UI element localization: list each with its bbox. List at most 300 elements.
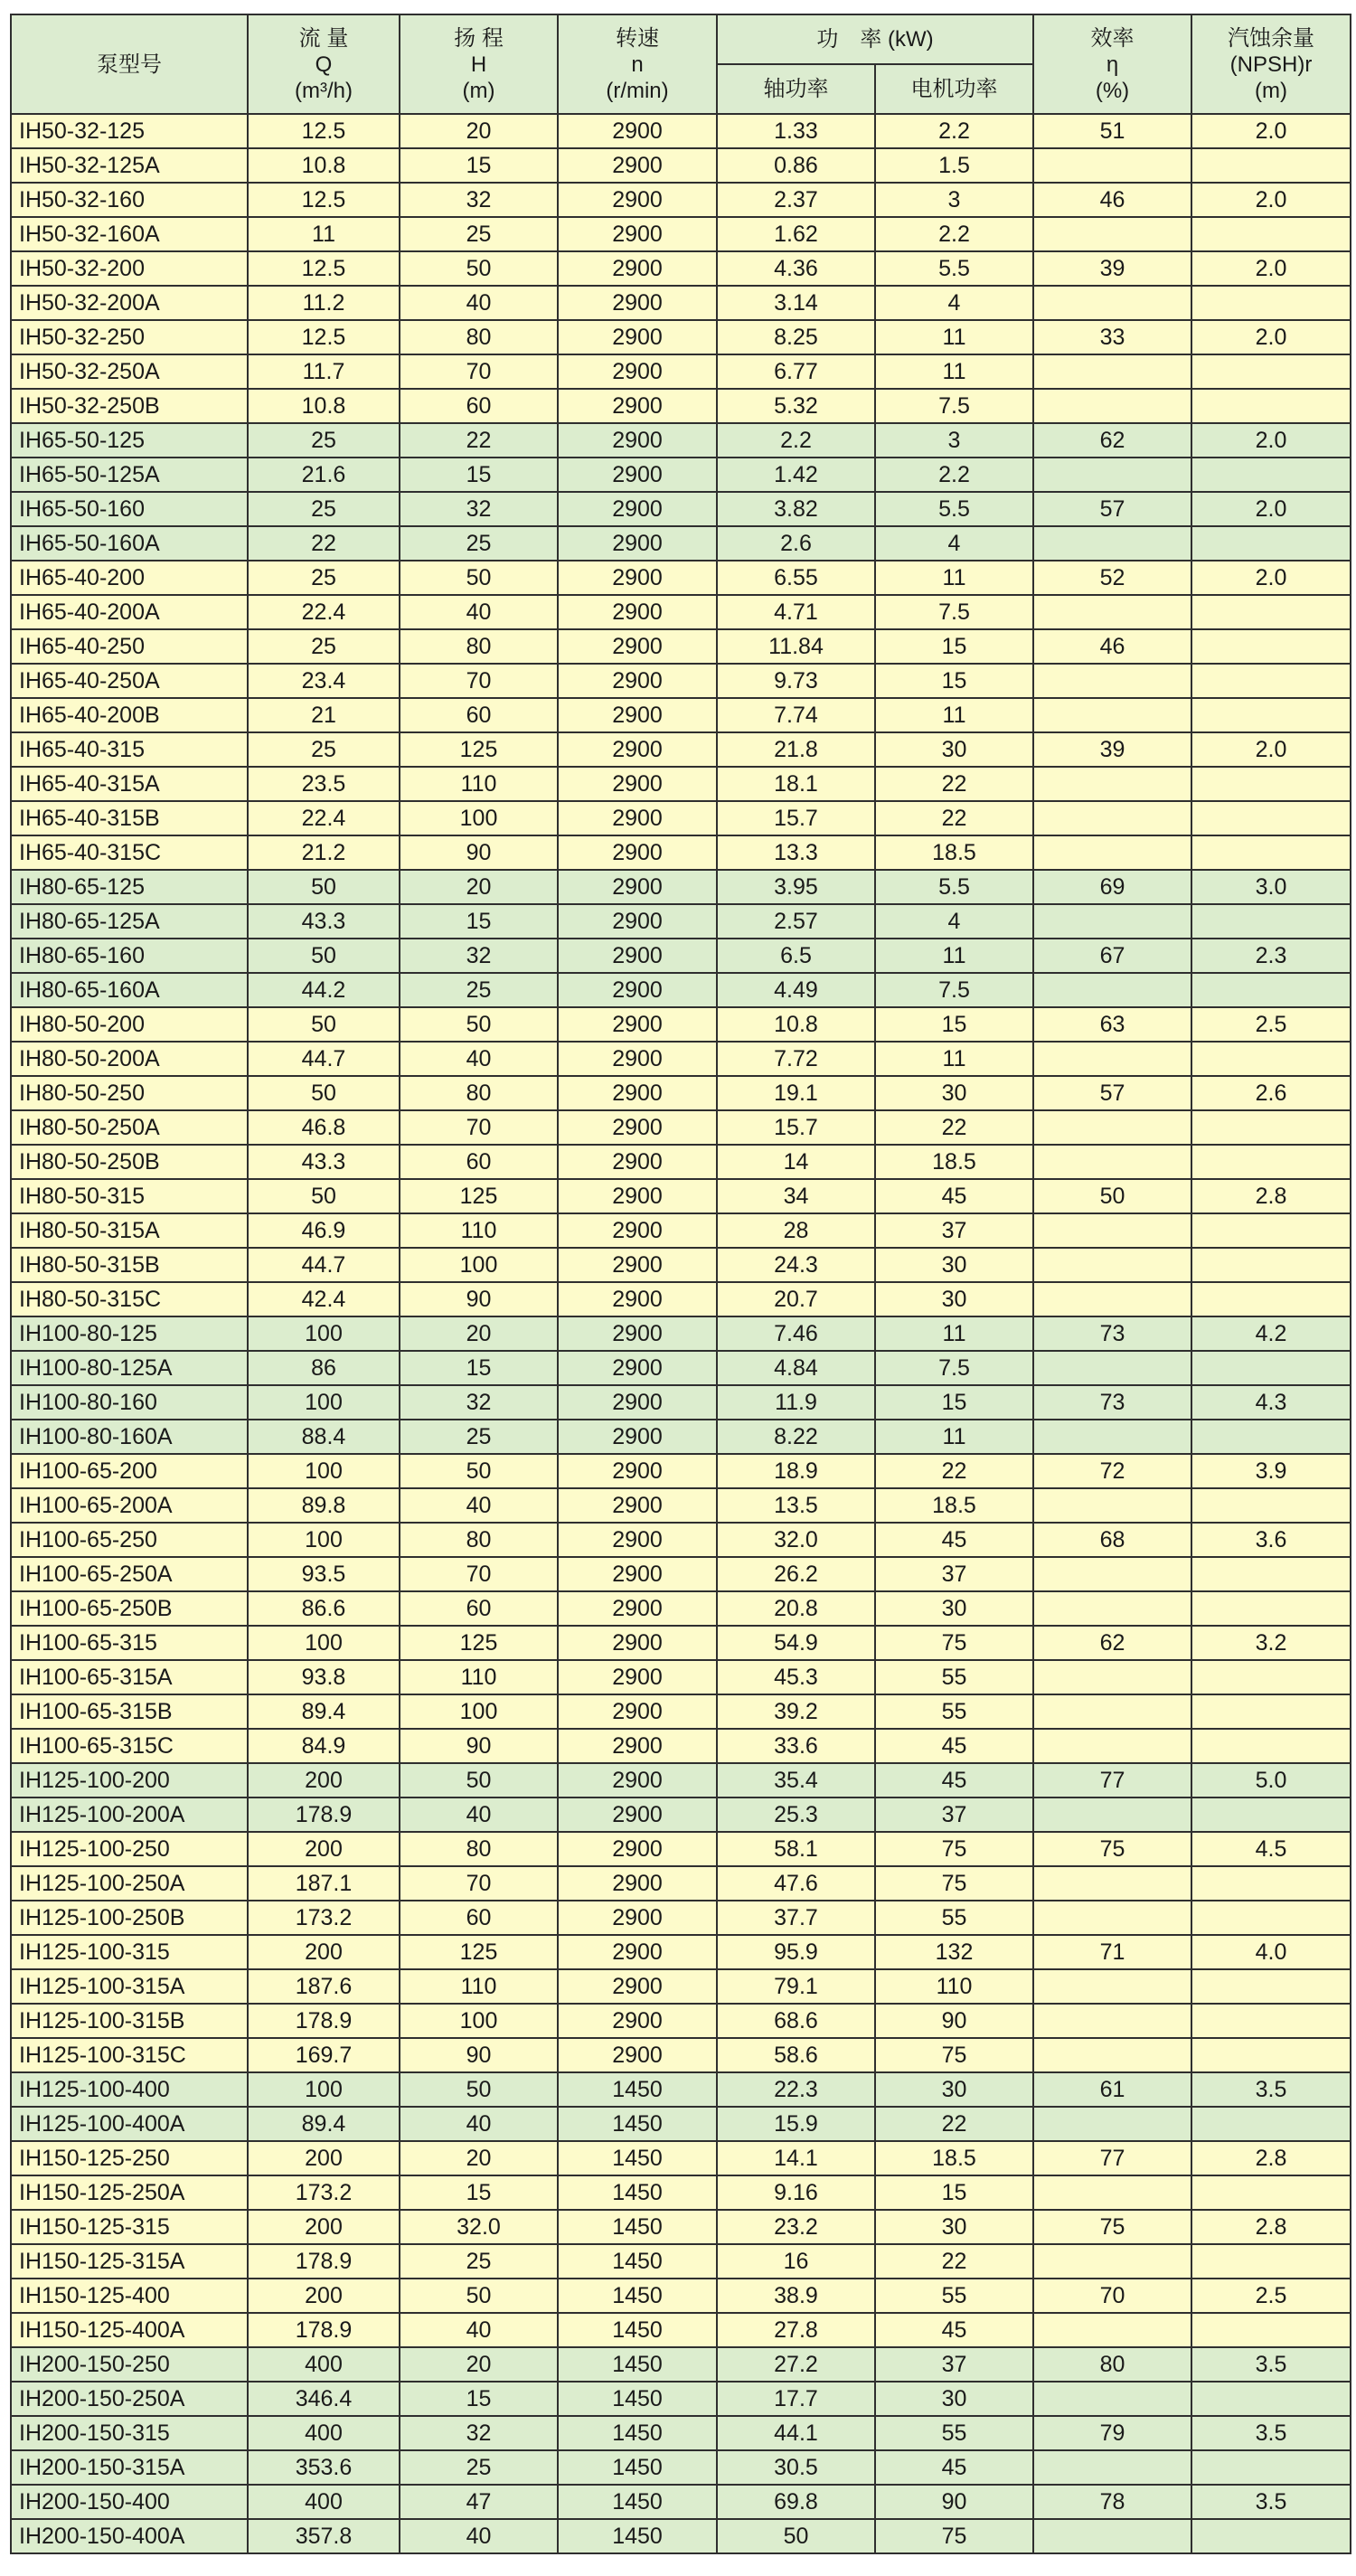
cell-efficiency bbox=[1033, 526, 1191, 561]
cell-motor-power: 7.5 bbox=[875, 595, 1033, 629]
cell-npsh: 2.8 bbox=[1191, 2210, 1351, 2244]
cell-npsh bbox=[1191, 1213, 1351, 1248]
cell-shaft-power: 10.8 bbox=[717, 1007, 875, 1042]
cell-flow: 200 bbox=[248, 2210, 400, 2244]
cell-motor-power: 11 bbox=[875, 698, 1033, 732]
cell-head: 20 bbox=[400, 2347, 558, 2382]
table-row bbox=[11, 2175, 1351, 2210]
cell-flow: 50 bbox=[248, 870, 400, 904]
cell-motor-power: 75 bbox=[875, 1866, 1033, 1901]
table-row bbox=[11, 939, 1351, 973]
table-row bbox=[11, 1763, 1351, 1798]
cell-flow: 22.4 bbox=[248, 801, 400, 835]
cell-model: IH65-40-200 bbox=[11, 561, 248, 595]
header-speed bbox=[558, 14, 717, 114]
cell-flow: 100 bbox=[248, 2072, 400, 2107]
cell-flow: 44.7 bbox=[248, 1042, 400, 1076]
cell-motor-power: 30 bbox=[875, 1591, 1033, 1626]
cell-npsh: 2.0 bbox=[1191, 251, 1351, 286]
cell-flow: 89.8 bbox=[248, 1488, 400, 1523]
table-row bbox=[11, 114, 1351, 148]
cell-npsh: 2.0 bbox=[1191, 492, 1351, 526]
cell-model: IH50-32-160 bbox=[11, 183, 248, 217]
cell-shaft-power: 33.6 bbox=[717, 1729, 875, 1763]
cell-model: IH100-65-250B bbox=[11, 1591, 248, 1626]
cell-efficiency: 52 bbox=[1033, 561, 1191, 595]
cell-model: IH125-100-250A bbox=[11, 1866, 248, 1901]
table-row bbox=[11, 1076, 1351, 1110]
cell-npsh bbox=[1191, 1042, 1351, 1076]
cell-head: 50 bbox=[400, 2072, 558, 2107]
table-row bbox=[11, 1798, 1351, 1832]
cell-motor-power: 37 bbox=[875, 2347, 1033, 2382]
cell-flow: 50 bbox=[248, 1076, 400, 1110]
cell-npsh: 2.0 bbox=[1191, 561, 1351, 595]
cell-shaft-power: 20.7 bbox=[717, 1282, 875, 1316]
cell-motor-power: 22 bbox=[875, 2107, 1033, 2141]
cell-speed: 2900 bbox=[558, 939, 717, 973]
header-shaft-power bbox=[717, 64, 875, 114]
table-row bbox=[11, 1935, 1351, 1969]
cell-efficiency bbox=[1033, 767, 1191, 801]
cell-flow: 43.3 bbox=[248, 1145, 400, 1179]
cell-flow: 12.5 bbox=[248, 320, 400, 354]
cell-speed: 2900 bbox=[558, 904, 717, 939]
cell-model: IH200-150-250A bbox=[11, 2382, 248, 2416]
cell-efficiency: 72 bbox=[1033, 1454, 1191, 1488]
cell-shaft-power: 18.1 bbox=[717, 767, 875, 801]
cell-efficiency: 67 bbox=[1033, 939, 1191, 973]
cell-npsh bbox=[1191, 1694, 1351, 1729]
cell-efficiency bbox=[1033, 1145, 1191, 1179]
cell-efficiency: 78 bbox=[1033, 2485, 1191, 2519]
cell-speed: 2900 bbox=[558, 1832, 717, 1866]
cell-motor-power: 11 bbox=[875, 1316, 1033, 1351]
cell-efficiency bbox=[1033, 389, 1191, 423]
cell-speed: 2900 bbox=[558, 1145, 717, 1179]
cell-model: IH50-32-200A bbox=[11, 286, 248, 320]
cell-flow: 22.4 bbox=[248, 595, 400, 629]
cell-efficiency: 77 bbox=[1033, 1763, 1191, 1798]
cell-head: 25 bbox=[400, 1420, 558, 1454]
cell-efficiency: 57 bbox=[1033, 1076, 1191, 1110]
cell-speed: 2900 bbox=[558, 354, 717, 389]
table-row bbox=[11, 183, 1351, 217]
cell-npsh: 2.5 bbox=[1191, 2279, 1351, 2313]
cell-speed: 2900 bbox=[558, 2004, 717, 2038]
cell-model: IH65-40-315 bbox=[11, 732, 248, 767]
header-head-unit: (m) bbox=[462, 78, 495, 103]
cell-speed: 2900 bbox=[558, 801, 717, 835]
table-row bbox=[11, 389, 1351, 423]
cell-head: 20 bbox=[400, 114, 558, 148]
cell-npsh bbox=[1191, 1729, 1351, 1763]
cell-motor-power: 37 bbox=[875, 1557, 1033, 1591]
cell-head: 80 bbox=[400, 629, 558, 664]
cell-head: 40 bbox=[400, 2519, 558, 2553]
header-flow-name: 流 量 bbox=[298, 25, 349, 51]
cell-npsh bbox=[1191, 973, 1351, 1007]
cell-speed: 2900 bbox=[558, 1488, 717, 1523]
cell-speed: 2900 bbox=[558, 1935, 717, 1969]
cell-speed: 2900 bbox=[558, 698, 717, 732]
cell-speed: 2900 bbox=[558, 1626, 717, 1660]
cell-head: 50 bbox=[400, 251, 558, 286]
cell-shaft-power: 6.77 bbox=[717, 354, 875, 389]
cell-efficiency: 39 bbox=[1033, 251, 1191, 286]
cell-head: 20 bbox=[400, 2141, 558, 2175]
cell-shaft-power: 3.14 bbox=[717, 286, 875, 320]
cell-flow: 400 bbox=[248, 2485, 400, 2519]
cell-speed: 2900 bbox=[558, 1385, 717, 1420]
cell-npsh bbox=[1191, 526, 1351, 561]
cell-speed: 2900 bbox=[558, 1007, 717, 1042]
cell-flow: 346.4 bbox=[248, 2382, 400, 2416]
cell-motor-power: 5.5 bbox=[875, 251, 1033, 286]
cell-motor-power: 15 bbox=[875, 629, 1033, 664]
cell-speed: 2900 bbox=[558, 492, 717, 526]
cell-npsh bbox=[1191, 1591, 1351, 1626]
cell-efficiency bbox=[1033, 2107, 1191, 2141]
table-row bbox=[11, 1626, 1351, 1660]
table-row bbox=[11, 526, 1351, 561]
cell-npsh bbox=[1191, 904, 1351, 939]
cell-shaft-power: 54.9 bbox=[717, 1626, 875, 1660]
cell-head: 125 bbox=[400, 1179, 558, 1213]
cell-flow: 169.7 bbox=[248, 2038, 400, 2072]
cell-efficiency bbox=[1033, 1660, 1191, 1694]
header-npsh-symbol: (NPSH)r bbox=[1229, 52, 1313, 77]
cell-flow: 93.8 bbox=[248, 1660, 400, 1694]
cell-flow: 200 bbox=[248, 2279, 400, 2313]
table-row bbox=[11, 217, 1351, 251]
cell-head: 32 bbox=[400, 939, 558, 973]
cell-npsh bbox=[1191, 217, 1351, 251]
cell-speed: 2900 bbox=[558, 286, 717, 320]
cell-motor-power: 55 bbox=[875, 1901, 1033, 1935]
cell-flow: 23.5 bbox=[248, 767, 400, 801]
cell-model: IH150-125-315A bbox=[11, 2244, 248, 2279]
cell-npsh bbox=[1191, 1557, 1351, 1591]
table-row bbox=[11, 1110, 1351, 1145]
cell-motor-power: 90 bbox=[875, 2485, 1033, 2519]
header-npsh-name: 汽蚀余量 bbox=[1228, 25, 1314, 51]
cell-speed: 1450 bbox=[558, 2347, 717, 2382]
cell-model: IH125-100-250B bbox=[11, 1901, 248, 1935]
cell-head: 25 bbox=[400, 973, 558, 1007]
cell-motor-power: 55 bbox=[875, 1694, 1033, 1729]
cell-efficiency: 46 bbox=[1033, 183, 1191, 217]
cell-speed: 2900 bbox=[558, 1591, 717, 1626]
cell-motor-power: 45 bbox=[875, 1179, 1033, 1213]
cell-head: 70 bbox=[400, 354, 558, 389]
cell-motor-power: 75 bbox=[875, 1832, 1033, 1866]
cell-efficiency bbox=[1033, 2519, 1191, 2553]
cell-motor-power: 30 bbox=[875, 1076, 1033, 1110]
cell-npsh bbox=[1191, 1282, 1351, 1316]
cell-model: IH80-50-250 bbox=[11, 1076, 248, 1110]
cell-motor-power: 55 bbox=[875, 1660, 1033, 1694]
table-row bbox=[11, 835, 1351, 870]
cell-flow: 200 bbox=[248, 1832, 400, 1866]
cell-npsh bbox=[1191, 629, 1351, 664]
cell-npsh: 2.8 bbox=[1191, 2141, 1351, 2175]
cell-efficiency: 75 bbox=[1033, 2210, 1191, 2244]
cell-model: IH100-80-125 bbox=[11, 1316, 248, 1351]
cell-motor-power: 15 bbox=[875, 664, 1033, 698]
cell-efficiency bbox=[1033, 458, 1191, 492]
header-efficiency-symbol: η bbox=[1106, 52, 1119, 77]
table-row bbox=[11, 561, 1351, 595]
cell-model: IH200-150-400 bbox=[11, 2485, 248, 2519]
cell-flow: 100 bbox=[248, 1626, 400, 1660]
cell-model: IH50-32-250B bbox=[11, 389, 248, 423]
table-body bbox=[11, 114, 1351, 2553]
cell-motor-power: 55 bbox=[875, 2416, 1033, 2450]
cell-model: IH80-50-200A bbox=[11, 1042, 248, 1076]
cell-motor-power: 45 bbox=[875, 1763, 1033, 1798]
cell-shaft-power: 22.3 bbox=[717, 2072, 875, 2107]
table-row bbox=[11, 2382, 1351, 2416]
cell-head: 60 bbox=[400, 1145, 558, 1179]
cell-motor-power: 11 bbox=[875, 561, 1033, 595]
table-row bbox=[11, 1969, 1351, 2004]
cell-shaft-power: 39.2 bbox=[717, 1694, 875, 1729]
cell-shaft-power: 1.42 bbox=[717, 458, 875, 492]
table-row bbox=[11, 1660, 1351, 1694]
table-row bbox=[11, 251, 1351, 286]
cell-efficiency bbox=[1033, 664, 1191, 698]
cell-shaft-power: 17.7 bbox=[717, 2382, 875, 2416]
cell-model: IH50-32-250A bbox=[11, 354, 248, 389]
cell-motor-power: 30 bbox=[875, 1282, 1033, 1316]
cell-flow: 21.6 bbox=[248, 458, 400, 492]
cell-npsh: 2.0 bbox=[1191, 114, 1351, 148]
cell-speed: 2900 bbox=[558, 1110, 717, 1145]
cell-efficiency bbox=[1033, 1557, 1191, 1591]
cell-motor-power: 11 bbox=[875, 320, 1033, 354]
cell-speed: 2900 bbox=[558, 183, 717, 217]
cell-motor-power: 22 bbox=[875, 1454, 1033, 1488]
header-head-symbol: H bbox=[470, 52, 487, 77]
cell-npsh bbox=[1191, 1488, 1351, 1523]
cell-head: 100 bbox=[400, 1694, 558, 1729]
cell-shaft-power: 68.6 bbox=[717, 2004, 875, 2038]
cell-npsh bbox=[1191, 458, 1351, 492]
cell-npsh: 2.6 bbox=[1191, 1076, 1351, 1110]
cell-npsh: 3.5 bbox=[1191, 2072, 1351, 2107]
cell-model: IH100-65-200A bbox=[11, 1488, 248, 1523]
cell-npsh bbox=[1191, 354, 1351, 389]
cell-speed: 2900 bbox=[558, 217, 717, 251]
cell-shaft-power: 1.62 bbox=[717, 217, 875, 251]
cell-motor-power: 22 bbox=[875, 1110, 1033, 1145]
cell-efficiency bbox=[1033, 801, 1191, 835]
cell-shaft-power: 21.8 bbox=[717, 732, 875, 767]
cell-npsh: 3.2 bbox=[1191, 1626, 1351, 1660]
header-npsh-unit: (m) bbox=[1255, 78, 1287, 103]
cell-flow: 86 bbox=[248, 1351, 400, 1385]
cell-speed: 1450 bbox=[558, 2210, 717, 2244]
cell-shaft-power: 58.1 bbox=[717, 1832, 875, 1866]
cell-motor-power: 15 bbox=[875, 1385, 1033, 1420]
cell-speed: 2900 bbox=[558, 1798, 717, 1832]
cell-npsh bbox=[1191, 389, 1351, 423]
cell-flow: 23.4 bbox=[248, 664, 400, 698]
cell-efficiency bbox=[1033, 595, 1191, 629]
cell-efficiency bbox=[1033, 2313, 1191, 2347]
cell-npsh bbox=[1191, 2004, 1351, 2038]
cell-efficiency bbox=[1033, 1969, 1191, 2004]
cell-speed: 2900 bbox=[558, 835, 717, 870]
table-row bbox=[11, 595, 1351, 629]
cell-head: 32.0 bbox=[400, 2210, 558, 2244]
cell-model: IH65-40-315C bbox=[11, 835, 248, 870]
cell-model: IH65-50-160 bbox=[11, 492, 248, 526]
cell-model: IH125-100-315C bbox=[11, 2038, 248, 2072]
table-row bbox=[11, 767, 1351, 801]
cell-efficiency bbox=[1033, 2450, 1191, 2485]
cell-shaft-power: 15.9 bbox=[717, 2107, 875, 2141]
cell-motor-power: 2.2 bbox=[875, 114, 1033, 148]
cell-flow: 10.8 bbox=[248, 148, 400, 183]
cell-speed: 1450 bbox=[558, 2279, 717, 2313]
cell-model: IH80-50-315A bbox=[11, 1213, 248, 1248]
cell-npsh: 4.0 bbox=[1191, 1935, 1351, 1969]
cell-shaft-power: 79.1 bbox=[717, 1969, 875, 2004]
cell-speed: 2900 bbox=[558, 1213, 717, 1248]
header-speed-unit: (r/min) bbox=[606, 78, 669, 103]
table-row bbox=[11, 1179, 1351, 1213]
cell-speed: 2900 bbox=[558, 1282, 717, 1316]
cell-flow: 100 bbox=[248, 1454, 400, 1488]
cell-head: 90 bbox=[400, 835, 558, 870]
table-row bbox=[11, 2004, 1351, 2038]
cell-efficiency bbox=[1033, 973, 1191, 1007]
cell-model: IH80-50-250B bbox=[11, 1145, 248, 1179]
cell-model: IH200-150-315A bbox=[11, 2450, 248, 2485]
cell-npsh bbox=[1191, 2382, 1351, 2416]
cell-npsh: 2.0 bbox=[1191, 732, 1351, 767]
cell-motor-power: 30 bbox=[875, 732, 1033, 767]
cell-shaft-power: 0.86 bbox=[717, 148, 875, 183]
cell-flow: 178.9 bbox=[248, 2004, 400, 2038]
cell-speed: 2900 bbox=[558, 1660, 717, 1694]
table-row bbox=[11, 629, 1351, 664]
cell-speed: 2900 bbox=[558, 629, 717, 664]
cell-model: IH80-50-315B bbox=[11, 1248, 248, 1282]
cell-npsh bbox=[1191, 595, 1351, 629]
cell-motor-power: 18.5 bbox=[875, 835, 1033, 870]
cell-motor-power: 4 bbox=[875, 904, 1033, 939]
cell-efficiency: 73 bbox=[1033, 1316, 1191, 1351]
cell-model: IH100-80-160A bbox=[11, 1420, 248, 1454]
cell-npsh: 3.5 bbox=[1191, 2485, 1351, 2519]
cell-efficiency bbox=[1033, 1694, 1191, 1729]
cell-npsh: 4.3 bbox=[1191, 1385, 1351, 1420]
cell-flow: 357.8 bbox=[248, 2519, 400, 2553]
cell-npsh: 2.8 bbox=[1191, 1179, 1351, 1213]
cell-model: IH125-100-315B bbox=[11, 2004, 248, 2038]
table-row bbox=[11, 698, 1351, 732]
cell-head: 32 bbox=[400, 2416, 558, 2450]
cell-model: IH65-40-250 bbox=[11, 629, 248, 664]
cell-npsh bbox=[1191, 2519, 1351, 2553]
table-row bbox=[11, 1523, 1351, 1557]
table-row bbox=[11, 2244, 1351, 2279]
cell-motor-power: 4 bbox=[875, 526, 1033, 561]
cell-speed: 2900 bbox=[558, 1729, 717, 1763]
cell-head: 80 bbox=[400, 320, 558, 354]
cell-efficiency bbox=[1033, 1282, 1191, 1316]
header-head bbox=[400, 14, 558, 114]
cell-flow: 400 bbox=[248, 2347, 400, 2382]
cell-shaft-power: 8.22 bbox=[717, 1420, 875, 1454]
cell-efficiency: 62 bbox=[1033, 423, 1191, 458]
cell-motor-power: 110 bbox=[875, 1969, 1033, 2004]
cell-efficiency: 73 bbox=[1033, 1385, 1191, 1420]
cell-model: IH50-32-250 bbox=[11, 320, 248, 354]
table-row bbox=[11, 2038, 1351, 2072]
cell-head: 40 bbox=[400, 1798, 558, 1832]
cell-shaft-power: 7.74 bbox=[717, 698, 875, 732]
cell-motor-power: 18.5 bbox=[875, 2141, 1033, 2175]
cell-efficiency: 39 bbox=[1033, 732, 1191, 767]
cell-shaft-power: 58.6 bbox=[717, 2038, 875, 2072]
cell-efficiency bbox=[1033, 2004, 1191, 2038]
cell-head: 125 bbox=[400, 732, 558, 767]
cell-npsh bbox=[1191, 2038, 1351, 2072]
header-flow bbox=[248, 14, 400, 114]
cell-npsh bbox=[1191, 2450, 1351, 2485]
cell-head: 40 bbox=[400, 286, 558, 320]
cell-motor-power: 30 bbox=[875, 1248, 1033, 1282]
cell-efficiency bbox=[1033, 1110, 1191, 1145]
table-row bbox=[11, 148, 1351, 183]
cell-speed: 2900 bbox=[558, 458, 717, 492]
table-row bbox=[11, 973, 1351, 1007]
table-row bbox=[11, 1213, 1351, 1248]
cell-shaft-power: 9.16 bbox=[717, 2175, 875, 2210]
cell-model: IH200-150-400A bbox=[11, 2519, 248, 2553]
table-row bbox=[11, 1454, 1351, 1488]
cell-head: 40 bbox=[400, 595, 558, 629]
table-row bbox=[11, 1316, 1351, 1351]
cell-npsh: 4.2 bbox=[1191, 1316, 1351, 1351]
cell-flow: 22 bbox=[248, 526, 400, 561]
cell-npsh bbox=[1191, 835, 1351, 870]
header-flow-symbol: Q bbox=[315, 52, 333, 77]
cell-speed: 2900 bbox=[558, 1248, 717, 1282]
cell-npsh bbox=[1191, 698, 1351, 732]
cell-motor-power: 18.5 bbox=[875, 1145, 1033, 1179]
cell-shaft-power: 8.25 bbox=[717, 320, 875, 354]
cell-model: IH65-40-200A bbox=[11, 595, 248, 629]
table-row bbox=[11, 1901, 1351, 1935]
cell-speed: 2900 bbox=[558, 1454, 717, 1488]
cell-flow: 43.3 bbox=[248, 904, 400, 939]
cell-head: 70 bbox=[400, 1557, 558, 1591]
table-row bbox=[11, 1729, 1351, 1763]
header-model-label: 泵型号 bbox=[97, 52, 162, 77]
cell-shaft-power: 38.9 bbox=[717, 2279, 875, 2313]
table-row bbox=[11, 870, 1351, 904]
cell-flow: 21.2 bbox=[248, 835, 400, 870]
cell-head: 100 bbox=[400, 801, 558, 835]
cell-shaft-power: 19.1 bbox=[717, 1076, 875, 1110]
cell-flow: 25 bbox=[248, 423, 400, 458]
cell-motor-power: 75 bbox=[875, 2519, 1033, 2553]
